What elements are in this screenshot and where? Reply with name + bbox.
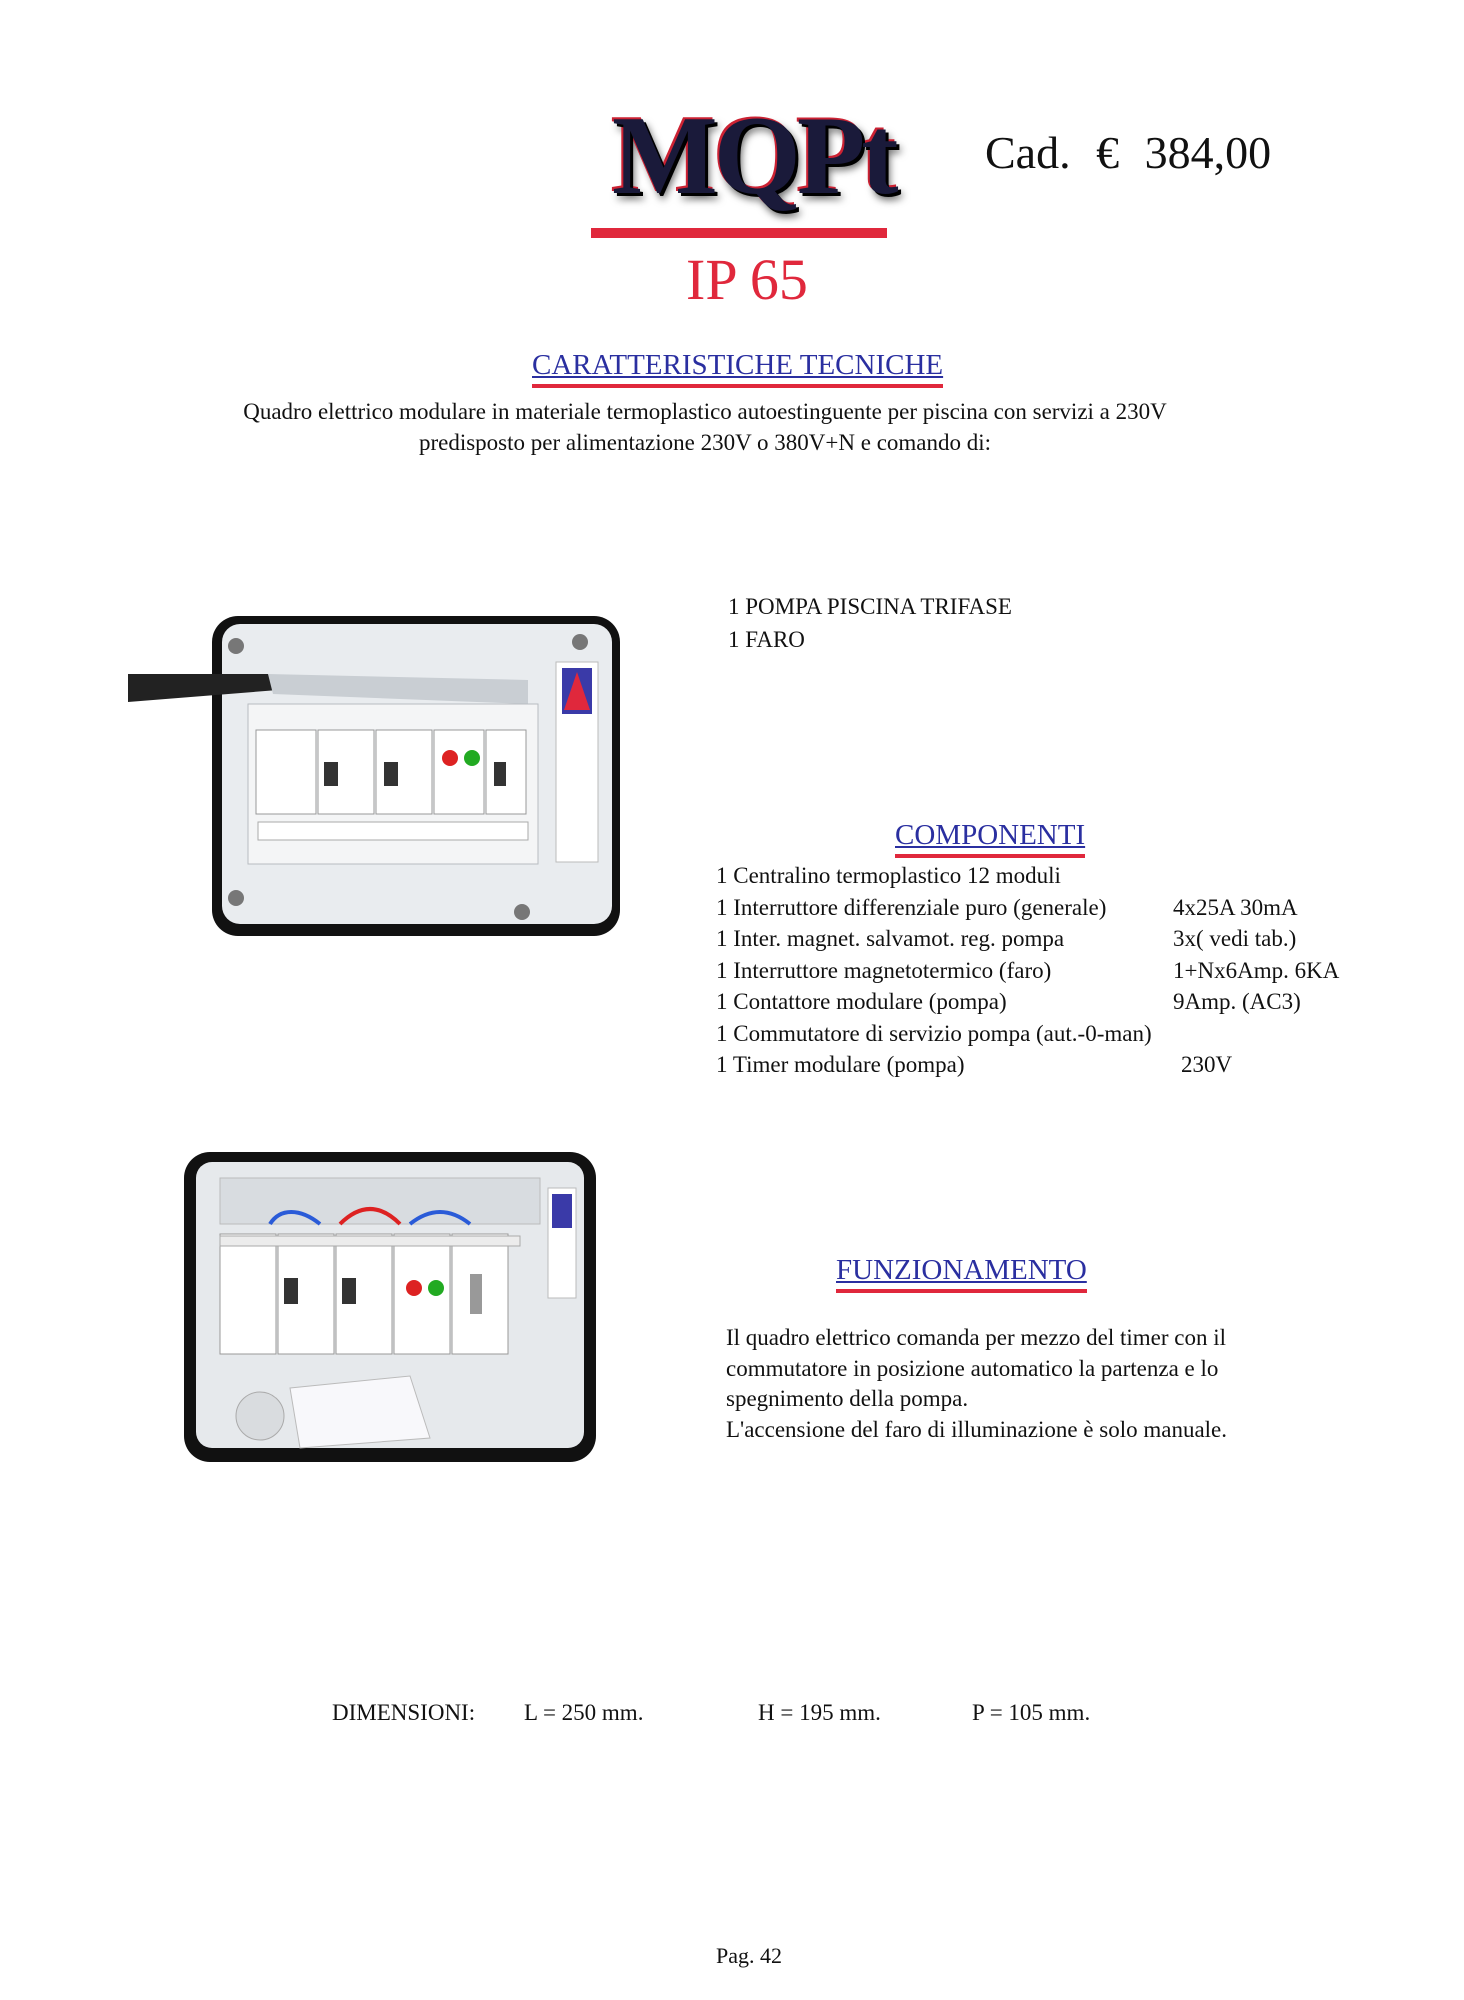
operation-line-3: spegnimento della pompa. [726,1386,969,1411]
operation-text [726,1323,1346,1445]
load-item-pump: 1 POMPA PISCINA TRIFASE [728,594,1012,619]
component-row: 1 Centralino termoplastico 12 moduli [716,863,1061,888]
operation-line-1: Il quadro elettrico comanda per mezzo del timer con il [726,1325,1227,1350]
component-row: 1 Timer modulare (pompa) 230V [716,1052,1233,1077]
enclosure-photo-interior [180,1148,600,1468]
loads-list [728,590,1012,656]
intro-line-1: Quadro elettrico modulare in materiale termoplastico autoestinguente per piscina con servizi a 230V [243,399,1167,424]
section-title-componenti: COMPONENTI [895,820,1085,858]
operation-line-4: L'accensione del faro di illuminazione è solo manuale. [726,1416,1228,1442]
dimension-height: H = 195 mm. [758,1700,881,1725]
dimension-length: L = 250 mm. [524,1700,644,1725]
component-row: 1 Commutatore di servizio pompa (aut.-0-man) [716,1020,1152,1046]
section-title-funzionamento: FUNZIONAMENTO [836,1255,1087,1293]
operation-line-2: commutatore in posizione automatico la partenza e lo [726,1355,1219,1381]
intro-text [100,396,1310,458]
dimensions-label: DIMENSIONI: [332,1700,476,1725]
component-row: 1 Interruttore magnetotermico (faro) 1+Nx6Amp. 6KA [716,957,1340,983]
component-row: 1 Interruttore differenziale puro (generale) 4x25A 30mA [716,894,1298,920]
price: Cad. € 384,00 [985,127,1272,178]
component-row: 1 Contattore modulare (pompa) 9Amp. (AC3) [716,989,1301,1014]
components-list [716,860,1339,1081]
intro-line-2: predisposto per alimentazione 230V o 380V+N e comando di: [418,430,992,455]
component-row: 1 Inter. magnet. salvamot. reg. pompa 3x( vedi tab.) [716,926,1297,951]
dimension-depth: P = 105 mm. [972,1700,1091,1725]
product-logo: MQPt [612,94,895,218]
ip-rating: IP 65 [686,247,808,312]
section-title-caratteristiche: CARATTERISTICHE TECNICHE [532,350,943,388]
page-number: Pag. 42 [716,1943,782,1968]
load-item-light: 1 FARO [728,627,805,652]
red-divider [591,228,887,238]
enclosure-photo-front [128,612,628,942]
